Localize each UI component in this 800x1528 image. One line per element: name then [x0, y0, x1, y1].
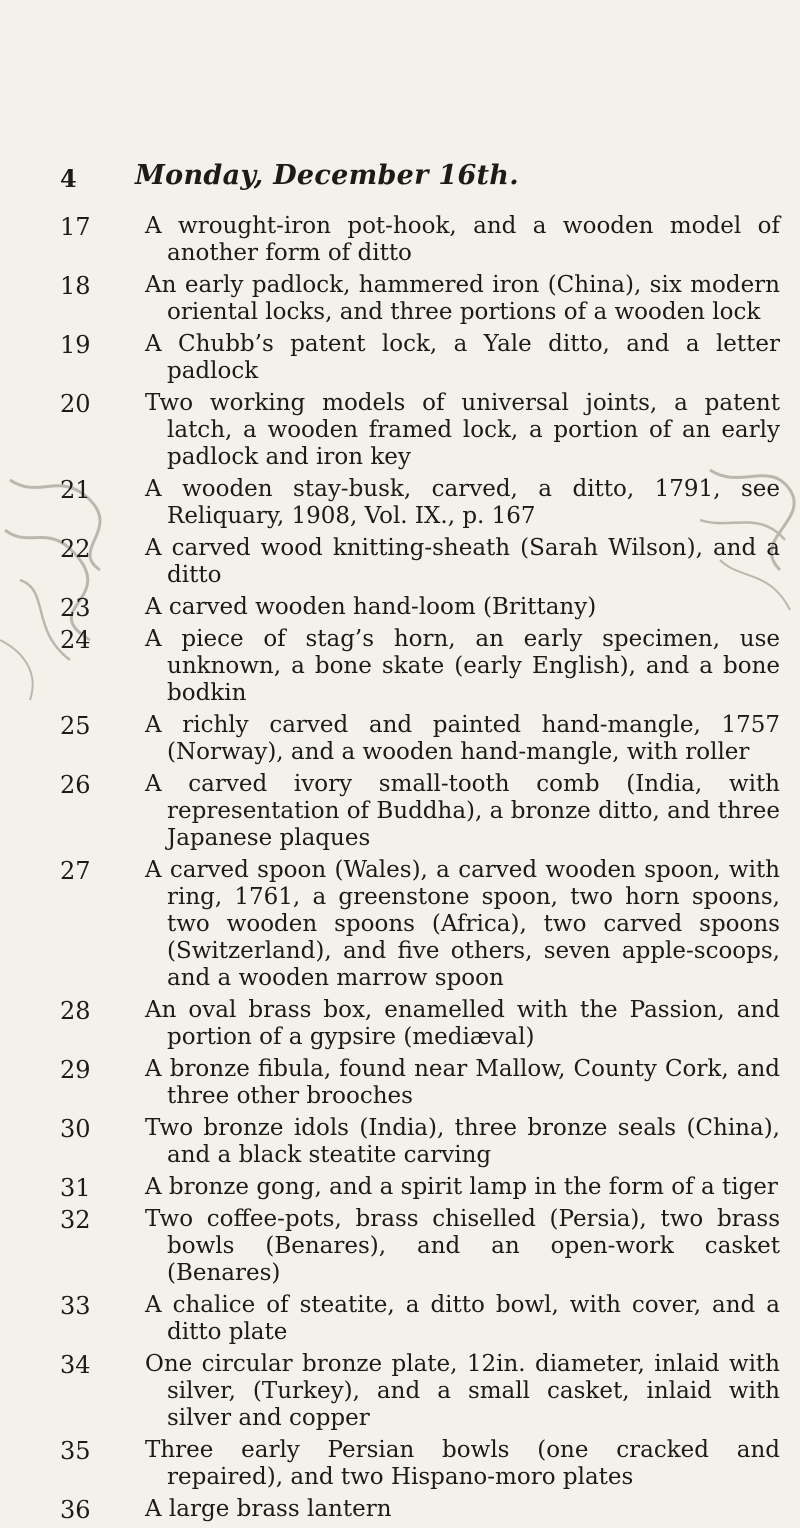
lot-number: 20 [60, 390, 91, 418]
lot-number: 28 [60, 997, 91, 1025]
lot-item [60, 1174, 780, 1201]
lot-description: Two bronze idols (India), three bronze seals (China), and a black steatite carving [145, 1115, 780, 1168]
lot-number: 24 [60, 626, 91, 654]
lot-number: 35 [60, 1437, 91, 1465]
lot-number: 29 [60, 1056, 91, 1084]
page-title: Monday, December 16th. [135, 160, 519, 191]
lot-item [60, 331, 780, 385]
lot-description: An early padlock, hammered iron (China), six modern oriental locks, and three portions of a wooden lock [145, 272, 780, 325]
lot-item [60, 1206, 780, 1287]
lot-item [60, 712, 780, 766]
lot-description: A piece of stag’s horn, an early specimen, use unknown, a bone skate (early English), and a bone bodkin [145, 626, 780, 706]
lot-number: 31 [60, 1174, 91, 1202]
lot-number: 19 [60, 331, 91, 359]
lot-description: A chalice of steatite, a ditto bowl, with cover, and a ditto plate [145, 1292, 780, 1345]
lot-number: 34 [60, 1351, 91, 1379]
lot-number: 30 [60, 1115, 91, 1143]
lot-item [60, 1056, 780, 1110]
lot-description: Three early Persian bowls (one cracked and repaired), and two Hispano-moro plates [145, 1437, 780, 1490]
lot-item [60, 1115, 780, 1169]
lot-item [60, 213, 780, 267]
lot-number: 18 [60, 272, 91, 300]
lot-number: 22 [60, 535, 91, 563]
lot-number: 26 [60, 771, 91, 799]
lot-number: 32 [60, 1206, 91, 1234]
lot-description: A large brass lantern [145, 1496, 392, 1522]
lot-description: A wrought-iron pot-hook, and a wooden model of another form of ditto [145, 213, 780, 266]
lot-item [60, 535, 780, 589]
lot-item [60, 594, 780, 621]
lot-description: A carved wood knitting-sheath (Sarah Wilson), and a ditto [145, 535, 780, 588]
lot-description: A bronze fibula, found near Mallow, County Cork, and three other brooches [145, 1056, 780, 1109]
lot-item [60, 1351, 780, 1432]
lot-item [60, 476, 780, 530]
lot-item [60, 771, 780, 852]
lot-number: 21 [60, 476, 91, 504]
lot-item [60, 1496, 780, 1523]
lot-description: A carved ivory small-tooth comb (India, with representation of Buddha), a bronze ditto, and three Japanese plaques [145, 771, 780, 851]
lot-description: Two working models of universal joints, a patent latch, a wooden framed lock, a portion of an early padlock and iron key [145, 390, 780, 470]
lot-description: A Chubb’s patent lock, a Yale ditto, and a letter padlock [145, 331, 780, 384]
lot-description: An oval brass box, enamelled with the Passion, and portion of a gypsire (mediæval) [145, 997, 780, 1050]
lot-item [60, 1292, 780, 1346]
lot-description: A wooden stay-busk, carved, a ditto, 1791, see Reliquary, 1908, Vol. IX., p. 167 [145, 476, 780, 529]
lot-description: Two coffee-pots, brass chiselled (Persia), two brass bowls (Benares), and an open-work casket (Benares) [145, 1206, 780, 1286]
lot-description: A bronze gong, and a spirit lamp in the form of a tiger [145, 1174, 778, 1200]
lot-number: 33 [60, 1292, 91, 1320]
lot-number: 23 [60, 594, 91, 622]
lot-number: 27 [60, 857, 91, 885]
lot-item [60, 997, 780, 1051]
lot-description: One circular bronze plate, 12in. diameter, inlaid with silver, (Turkey), and a small casket, inlaid with silver and copper [145, 1351, 780, 1431]
lot-number: 36 [60, 1496, 91, 1524]
page-header [60, 160, 760, 200]
lot-list [60, 213, 780, 1528]
lot-description: A carved spoon (Wales), a carved wooden spoon, with ring, 1761, a greenstone spoon, two horn spoons, two wooden spoons (Africa), two carved spoons (Switzerland), and five others, seven apple-scoops, and a wooden marrow spoon [145, 857, 780, 991]
lot-number: 17 [60, 213, 91, 241]
lot-number: 25 [60, 712, 91, 740]
page-number: 4 [60, 164, 77, 193]
lot-item [60, 857, 780, 992]
lot-item [60, 1437, 780, 1491]
lot-description: A carved wooden hand-loom (Brittany) [145, 594, 597, 620]
lot-description: A richly carved and painted hand-mangle, 1757 (Norway), and a wooden hand-mangle, with roller [145, 712, 780, 765]
lot-item [60, 390, 780, 471]
lot-item [60, 626, 780, 707]
lot-item [60, 272, 780, 326]
